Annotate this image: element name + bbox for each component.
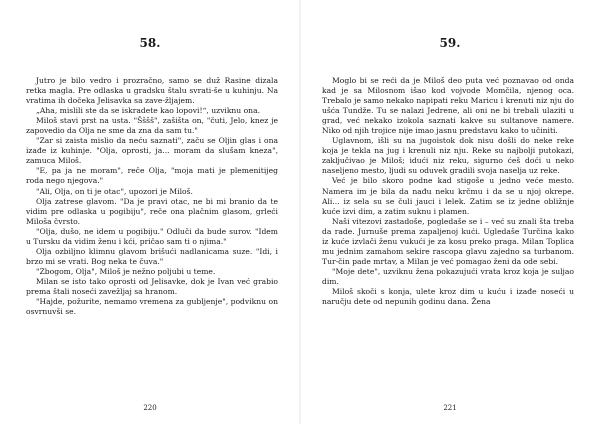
paragraph: "Zbogom, Olja", Miloš je nežno poljubi u teme. [36,266,216,276]
right-page [300,0,600,424]
paragraph: Naši vitezovi zastadoše, pogledaše se i – već su znali šta treba da rade. Jurnuše prema zapaljenoj kući. Ugledaše Turčina kako iz kuće izvlači ženu vukući je za kosu preko praga. Milan Toplica mu jednim zamahom sekire rascopa glavu zajedno sa turbanom. Tur-čin pade mrtav, a Milan je već pomagao ženi da ode sebi. [322,216,574,266]
paragraph: Milan se isto tako oprosti od Jelisavke, dok je Ivan već grabio prema štali noseći zavežljaj sa hranom. [26,276,278,296]
paragraph: "Zar si zaista mislio da neću saznati", začu se Oljin glas i ona izađe iz kuhinje. "Olja, oprosti, ja... moram da slušam kneza", zamuca Miloš. [26,136,278,166]
paragraph: „Aha, mislili ste da se iskradete kao lopovi!“, uzviknu ona. [36,106,261,116]
paragraph: Moglo bi se reći da je Miloš deo puta već poznavao od onda kad je sa Milosnom išao kod vojvode Momčila, njenog oca. Trebalo je samo nekako napipati reku Maricu i krenuti niz nju do ušća Tundže. Tu se nalazi Jedrene, ali oni ne bi trebali ulaziti u grad, već nekako izokola saznati kakve su sultanove namere. Niko od njih trojice nije imao jasnu predstavu kako to učiniti. [322,76,574,136]
chapter-heading-left: 58. [139,36,161,50]
paragraph: Uglavnom, išli su na jugoistok dok nisu došli do neke reke koja je tekla na jug i krenuli niz nju. Reke su najbolji putokazi, zaključivao je Miloš; idući niz reku, sigurno ćeš doći u neko naseljeno mesto, ljudi su oduvek gradili svoja naselja uz reke. [322,136,574,176]
paragraph: "E, pa ja ne moram", reče Olja, "moja mati je plemenitijeg roda nego njegova." [26,166,278,186]
page-number-right: 221 [443,404,457,412]
chapter-heading-right: 59. [439,36,461,50]
paragraph: Olja ozbiljno klimnu glavom brišući nadlanicama suze. "Idi, i brzo mi se vrati. Bog neka te čuva." [26,246,278,266]
page-number-left: 220 [143,404,157,412]
paragraph: Jutro je bilo vedro i prozračno, samo se duž Rasine dizala retka magla. Pre odlaska u gradsku štalu svrati-še u kuhinju. Na vratima ih dočeka Jelisavka sa zave-žljajem. [26,76,278,106]
paragraph: Miloš skoči s konja, ulete kroz dim u kuću i izađe noseći u naručju dete od nepunih godinu dana. Žena [322,286,574,307]
paragraph: "Hajde, požurite, nemamo vremena za gubljenje", podviknu on osvrnuvši se. [26,297,278,317]
left-page-text [26,76,278,317]
paragraph: Olja zatrese glavom. "Da je pravi otac, ne bi mi branio da te vidim pre odlaska u pogibiju", reče ona plačnim glasom, grleći Miloša čvrsto. [26,196,278,226]
paragraph: Miloš stavi prst na usta. "Šššš", zašišta on, "čuti, Jelo, knez je zapovedio da Olja ne sme da zna da sam tu." [26,116,278,136]
paragraph: "Olja, dušo, ne idem u pogibiju." Odluči da bude surov. "Idem u Tursku da vidim ženu i kći, pričao sam ti o njima." [26,226,278,246]
paragraph: Već je bilo skoro podne kad stigoše u jedno veće mesto. Namera im je bila da nađu neku krčmu i da se u njoj okrepe. Ali... iz sela su se čuli jauci i lelek. Zatim se iz jedne obližnje kuće izvi dim, a zatim suknu i plamen. [322,176,574,216]
right-page-text [322,76,574,307]
paragraph: "Moje dete", uzviknu žena pokazujući vrata kroz koja je suljao dim. [322,266,574,286]
paragraph: "Ali, Olja, on ti je otac", upozori je Miloš. [36,186,193,196]
